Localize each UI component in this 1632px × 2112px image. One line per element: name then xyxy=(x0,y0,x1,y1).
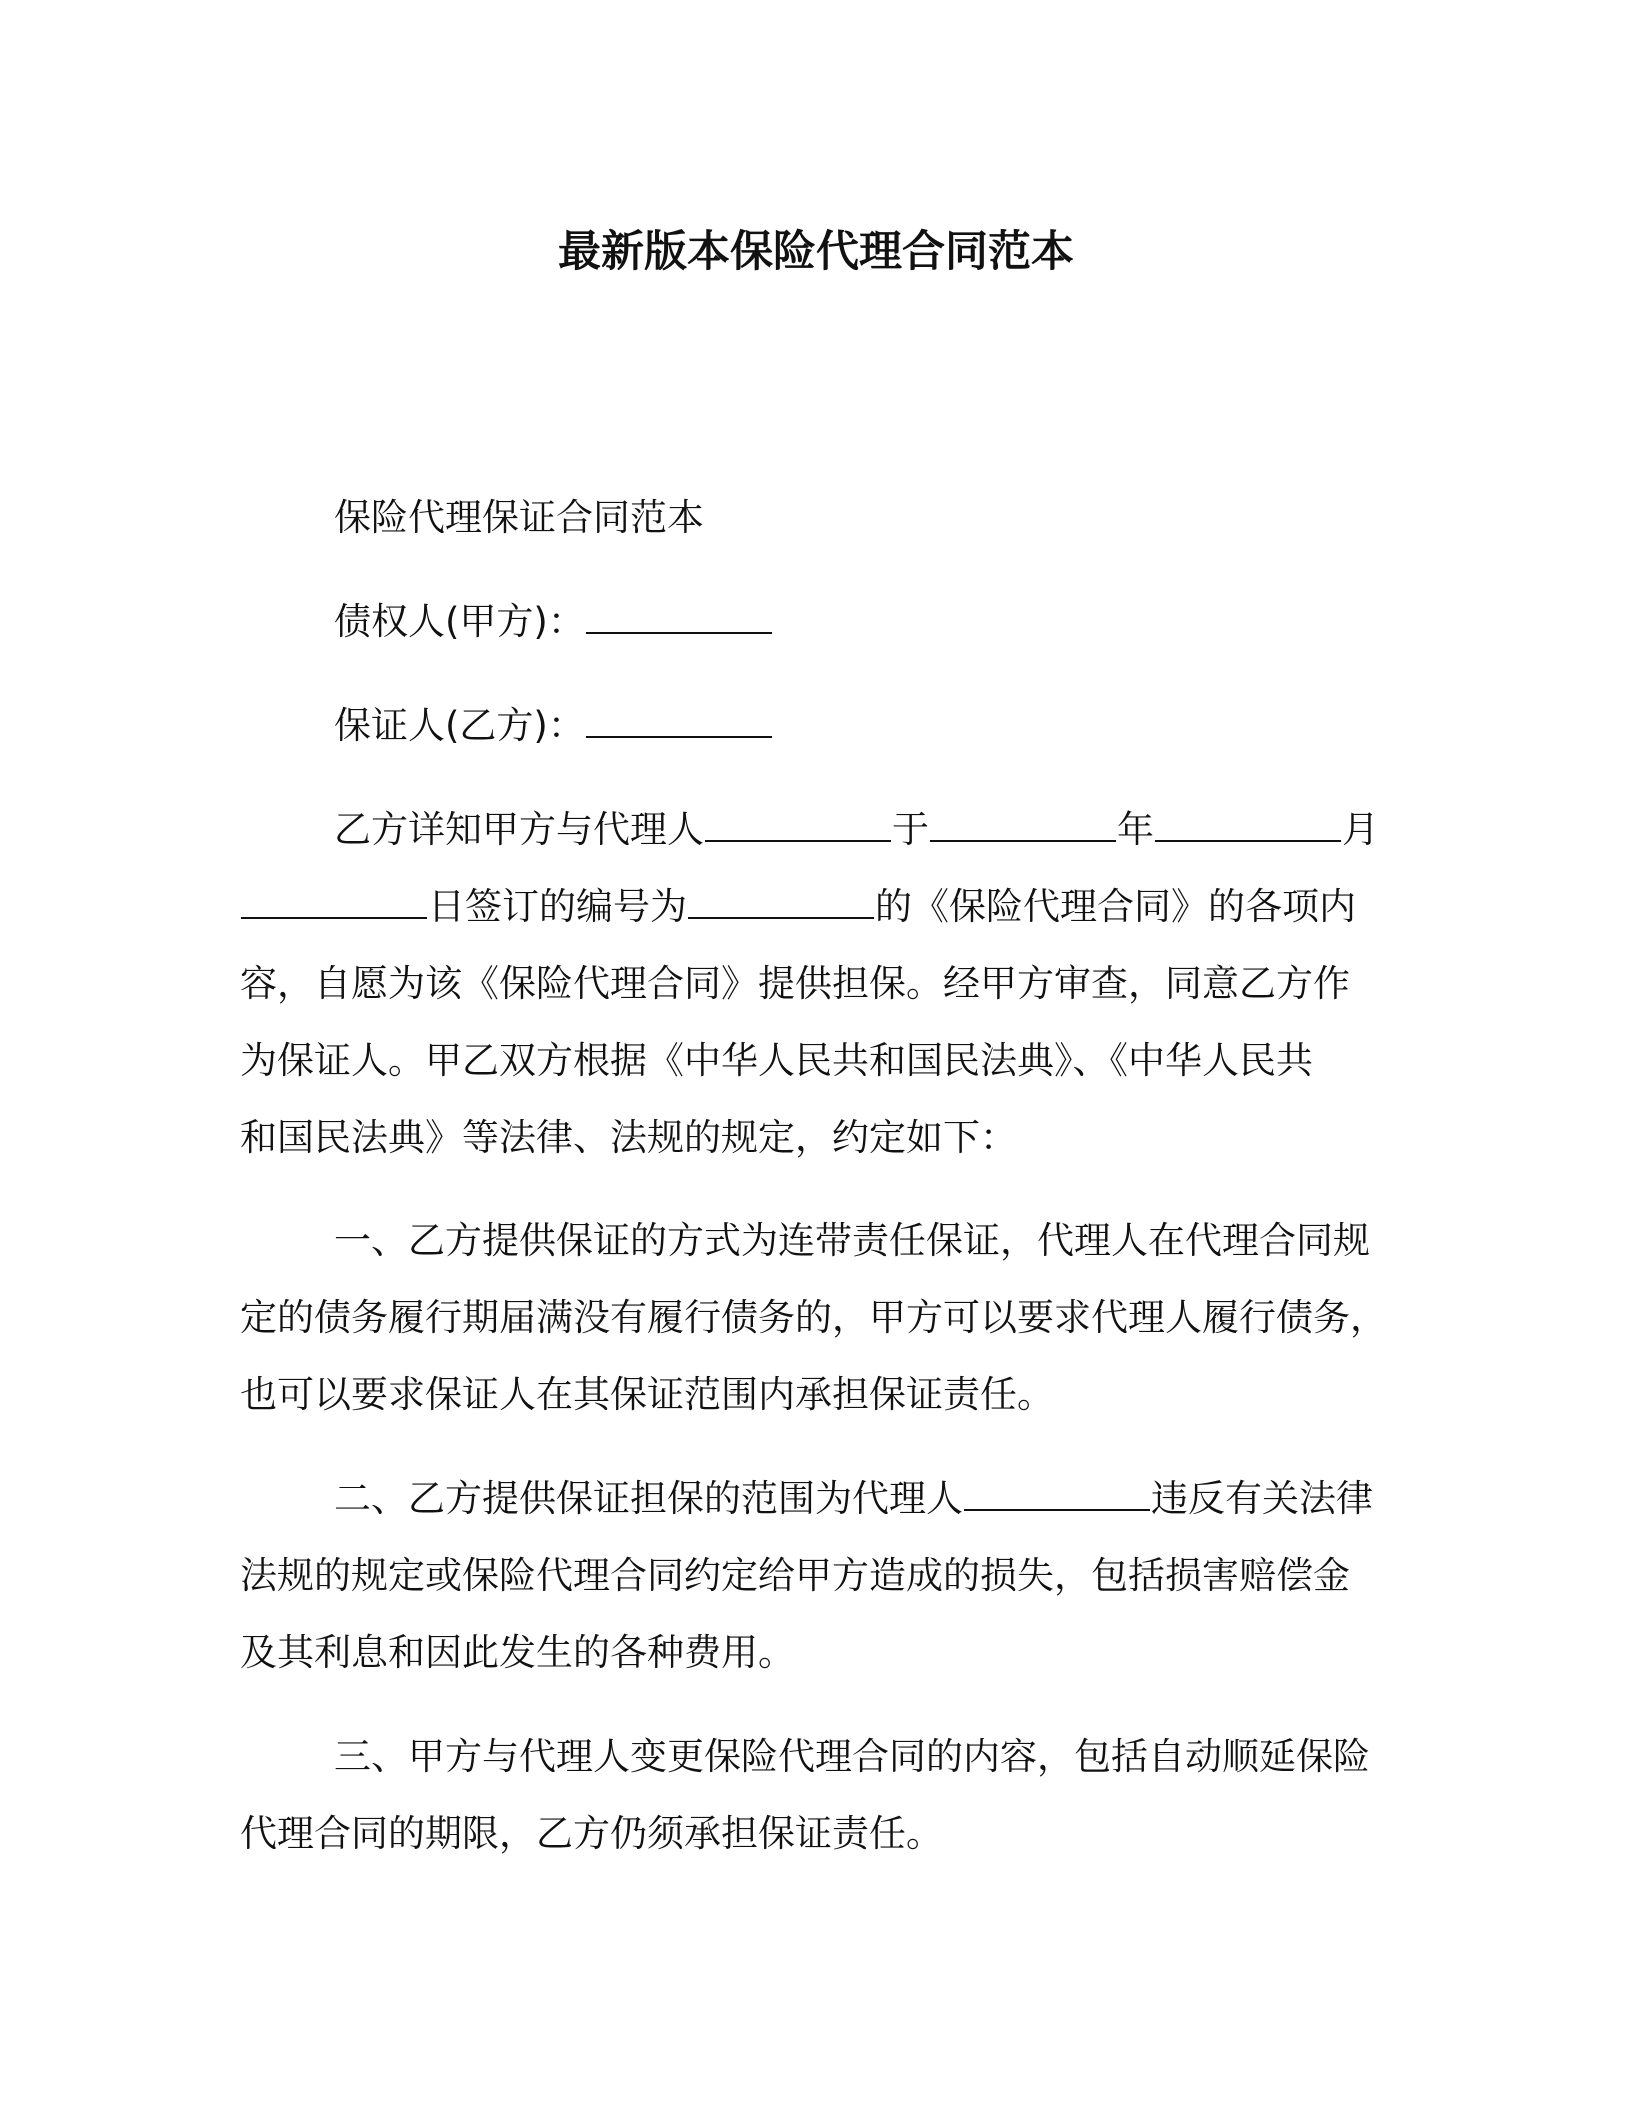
clause-1-line-3: 也可以要求保证人在其保证范围内承担保证责任。 xyxy=(240,1373,1054,1416)
clause-text: 违反有关法律 xyxy=(1151,1477,1373,1520)
intro-text: 的《保险代理合同》的各项内 xyxy=(875,885,1356,928)
creditor-blank xyxy=(586,598,772,634)
contract-subtitle: 保险代理保证合同范本 xyxy=(334,496,704,539)
intro-line-4: 为保证人。甲乙双方根据《中华人民共和国民法典》、《中华人民共 xyxy=(240,1039,1313,1082)
guarantor-blank xyxy=(586,702,772,738)
intro-line-5: 和国民法典》等法律、法规的规定，约定如下： xyxy=(240,1116,1017,1159)
intro-text: 于 xyxy=(892,808,929,851)
intro-text: 乙方详知甲方与代理人 xyxy=(334,808,704,851)
clause-text: 二、乙方提供保证担保的范围为代理人 xyxy=(334,1477,963,1520)
intro-text: 年 xyxy=(1117,808,1154,851)
agent-blank xyxy=(705,806,891,842)
intro-line-3: 容，自愿为该《保险代理合同》提供担保。经甲方审查，同意乙方作 xyxy=(240,962,1350,1005)
clause-1-line-2: 定的债务履行期届满没有履行债务的，甲方可以要求代理人履行债务， xyxy=(240,1296,1387,1339)
agent-name-blank xyxy=(964,1475,1150,1511)
intro-text: 日签订的编号为 xyxy=(428,885,687,928)
intro-line-2 xyxy=(240,882,1356,932)
intro-text: 月 xyxy=(1342,808,1379,851)
clause-2-line-2: 法规的规定或保险代理合同约定给甲方造成的损失，包括损害赔偿金 xyxy=(240,1554,1350,1597)
month-blank xyxy=(1155,806,1341,842)
contract-number-blank xyxy=(688,883,874,919)
clause-3-line-2: 代理合同的期限，乙方仍须承担保证责任。 xyxy=(240,1812,943,1855)
year-blank xyxy=(930,806,1116,842)
guarantor-label: 保证人(乙方)： xyxy=(334,704,585,747)
guarantor-line xyxy=(334,701,773,751)
creditor-label: 债权人(甲方)： xyxy=(334,600,585,643)
intro-line-1 xyxy=(334,805,1379,855)
clause-3-line-1: 三、甲方与代理人变更保险代理合同的内容，包括自动顺延保险 xyxy=(334,1735,1370,1778)
day-blank xyxy=(241,883,427,919)
clause-2-line-3: 及其利息和因此发生的各种费用。 xyxy=(240,1631,795,1674)
clause-2-line-1 xyxy=(334,1474,1373,1524)
document-title: 最新版本保险代理合同范本 xyxy=(558,227,1074,277)
clause-1-line-1: 一、乙方提供保证的方式为连带责任保证，代理人在代理合同规 xyxy=(334,1219,1370,1262)
creditor-line xyxy=(334,597,773,647)
